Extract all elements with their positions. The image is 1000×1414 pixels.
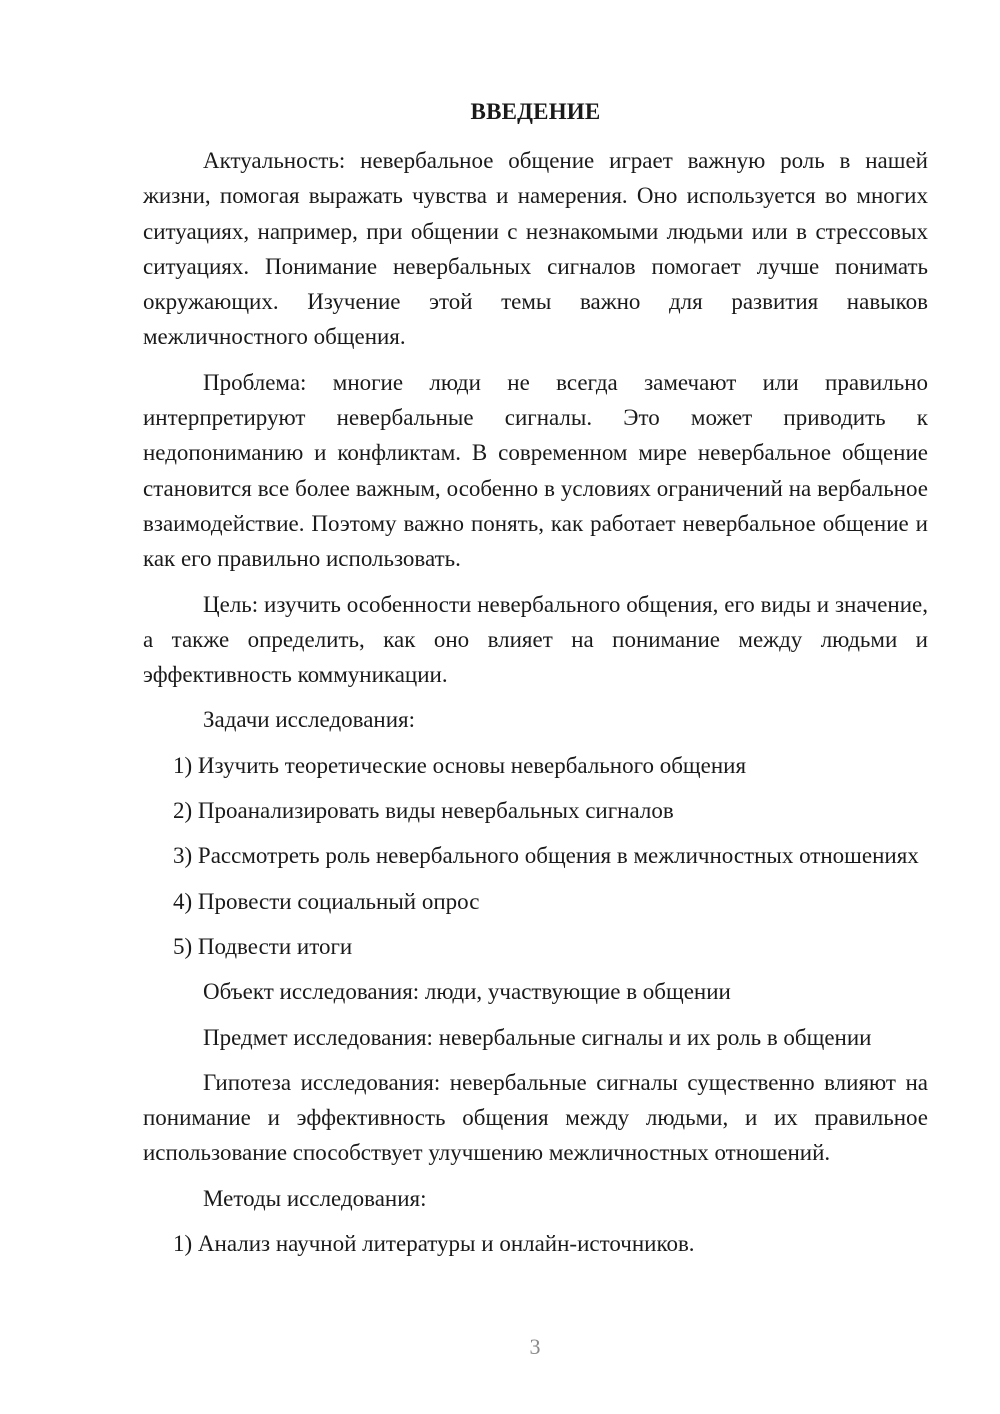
task-item-2: 2) Проанализировать виды невербальных сигналов — [173, 798, 674, 824]
research-subject: Предмет исследования: невербальные сигналы и их роль в общении — [203, 1024, 872, 1050]
task-item-3: 3) Рассмотреть роль невербального общения в межличностных отношениях — [173, 843, 919, 869]
document-body — [143, 143, 928, 1271]
research-object: Объект исследования: люди, участвующие в общении — [203, 979, 731, 1005]
method-item-1: 1) Анализ научной литературы и онлайн-источников. — [173, 1231, 695, 1257]
page-title: ВВЕДЕНИЕ — [470, 99, 601, 124]
task-item-5: 5) Подвести итоги — [173, 933, 353, 959]
tasks-heading: Задачи исследования: — [203, 707, 416, 733]
paragraph-problem: Проблема: многие люди не всегда замечают или правильно интерпретируют невербальные сигналы. Это может приводить к недопониманию и конфликтам. В современном мире невербальное общение становится все более важным, особенно в условиях ограничений на вербальное взаимодействие. Поэтому важно понять, как работает невербальное общение и как его правильно использовать. — [143, 369, 928, 572]
task-item-1: 1) Изучить теоретические основы невербального общения — [173, 752, 747, 778]
methods-heading: Методы исследования: — [203, 1185, 427, 1211]
page-number: 3 — [529, 1334, 541, 1359]
paragraph-goal: Цель: изучить особенности невербального общения, его виды и значение, а также определить, как оно влияет на понимание между людьми и эффективность коммуникации. — [143, 591, 928, 688]
task-item-4: 4) Провести социальный опрос — [173, 888, 480, 914]
research-hypothesis: Гипотеза исследования: невербальные сигналы существенно влияют на понимание и эффективность общения между людьми, и их правильное использование способствует улучшению межличностных отношений. — [143, 1069, 928, 1166]
paragraph-relevance: Актуальность: невербальное общение играет важную роль в нашей жизни, помогая выражать чувства и намерения. Оно используется во многих ситуациях, например, при общении с незнакомыми людьми или в стрессовых ситуациях. Понимание невербальных сигналов помогает лучше понимать окружающих. Изучение этой темы важно для развития навыков межличностного общения. — [143, 148, 928, 350]
